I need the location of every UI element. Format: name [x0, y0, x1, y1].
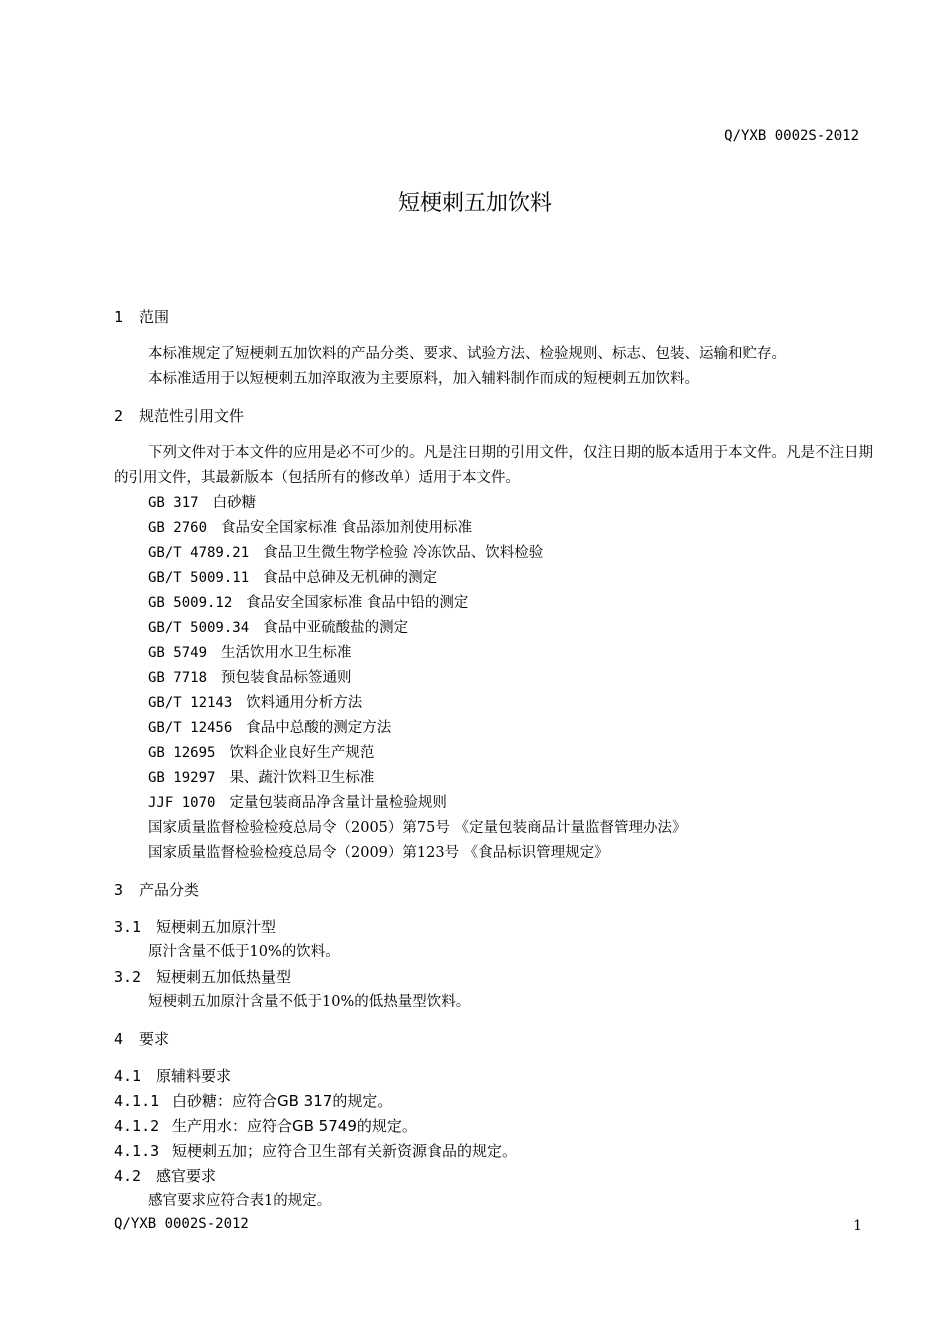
reference-code: GB/T 5009.11	[148, 570, 250, 586]
section-title: 规范性引用文件	[139, 407, 245, 425]
subsection-title: 短梗刺五加原汁型	[156, 918, 277, 936]
reference-title: 果、蔬汁饮料卫生标准	[229, 770, 375, 786]
paragraph: 本标准适用于以短梗刺五加淬取液为主要原料，加入辅料制作而成的短梗刺五加饮料。	[148, 371, 699, 387]
subsection-title: 短梗刺五加；应符合卫生部有关新资源食品的规定。	[172, 1142, 518, 1160]
reference-item	[148, 546, 543, 561]
subsection-3-2-heading	[114, 970, 291, 985]
footer-standard-code: Q/YXB 0002S-2012	[114, 1216, 249, 1232]
subsection-number: 4.1.2	[114, 1117, 160, 1135]
subsection-4-2-heading	[114, 1169, 216, 1184]
subsection-4-1-heading	[114, 1069, 231, 1084]
reference-code: GB 7718	[148, 670, 208, 686]
reference-item	[148, 621, 408, 636]
section-title: 要求	[139, 1030, 170, 1048]
section-2-heading	[114, 409, 244, 424]
reference-title: 饮料企业良好生产规范	[229, 745, 375, 761]
reference-item	[148, 771, 374, 786]
reference-item	[148, 646, 352, 661]
section-number: 1	[114, 308, 124, 326]
reference-code: GB/T 12456	[148, 720, 233, 736]
subsection-title: 白砂糖：应符合GB 317的规定。	[172, 1092, 393, 1110]
subsection-title: 感官要求	[156, 1167, 217, 1185]
paragraph: 原汁含量不低于10%的饮料。	[148, 944, 340, 960]
reference-item	[148, 721, 391, 736]
header-standard-code: Q/YXB 0002S-2012	[724, 128, 859, 144]
reference-title: 食品中亚硫酸盐的测定	[263, 620, 409, 636]
subsection-4-1-3-heading	[114, 1144, 517, 1159]
reference-item	[148, 521, 472, 536]
subsection-title: 短梗刺五加低热量型	[156, 968, 292, 986]
reference-title: 食品中总酸的测定方法	[246, 720, 392, 736]
subsection-number: 3.1	[114, 918, 142, 936]
reference-item	[148, 746, 374, 761]
reference-item	[148, 696, 362, 711]
subsection-3-1-heading	[114, 920, 276, 935]
paragraph: 感官要求应符合表1的规定。	[148, 1193, 332, 1209]
subsection-number: 4.1.1	[114, 1092, 160, 1110]
decree-reference: 国家质量监督检验检疫总局令（2005）第75号 《定量包装商品计量监督管理办法》	[148, 820, 687, 836]
reference-item	[148, 796, 447, 811]
reference-title: 食品安全国家标准 食品添加剂使用标准	[221, 520, 473, 536]
subsection-number: 4.1.3	[114, 1142, 160, 1160]
reference-code: GB 19297	[148, 770, 216, 786]
paragraph-intro: 下列文件对于本文件的应用是必不可少的。凡是注日期的引用文件，仅注日期的版本适用于本文件。凡是不注日期的引用文件，其最新版本（包括所有的修改单）适用于本文件。	[114, 445, 873, 486]
reference-title: 食品卫生微生物学检验 冷冻饮品、饮料检验	[263, 545, 544, 561]
section-3-heading	[114, 883, 199, 898]
reference-title: 预包装食品标签通则	[221, 670, 352, 686]
page-number: 1	[853, 1218, 862, 1234]
reference-item	[148, 671, 352, 686]
section-1-heading	[114, 310, 169, 325]
section-number: 4	[114, 1030, 124, 1048]
section-number: 2	[114, 407, 124, 425]
subsection-4-1-1-heading	[114, 1094, 392, 1109]
section-number: 3	[114, 881, 124, 899]
reference-item	[148, 496, 256, 511]
reference-code: GB 12695	[148, 745, 216, 761]
reference-code: GB/T 12143	[148, 695, 233, 711]
reference-title: 生活饮用水卫生标准	[221, 645, 352, 661]
section-4-heading	[114, 1032, 169, 1047]
subsection-title: 原辅料要求	[156, 1067, 232, 1085]
reference-code: GB 317	[148, 495, 199, 511]
paragraph: 短梗刺五加原汁含量不低于10%的低热量型饮料。	[148, 994, 471, 1010]
section-title: 产品分类	[139, 881, 200, 899]
reference-code: GB 5749	[148, 645, 208, 661]
section-title: 范围	[139, 308, 170, 326]
reference-code: GB 2760	[148, 520, 208, 536]
reference-title: 食品中总砷及无机砷的测定	[263, 570, 438, 586]
subsection-title: 生产用水：应符合GB 5749的规定。	[172, 1117, 417, 1135]
subsection-4-1-2-heading	[114, 1119, 417, 1134]
reference-code: GB/T 5009.34	[148, 620, 250, 636]
reference-title: 食品安全国家标准 食品中铅的测定	[246, 595, 469, 611]
decree-reference: 国家质量监督检验检疫总局令（2009）第123号 《食品标识管理规定》	[148, 845, 609, 861]
subsection-number: 4.1	[114, 1067, 142, 1085]
subsection-number: 4.2	[114, 1167, 142, 1185]
paragraph: 本标准规定了短梗刺五加饮料的产品分类、要求、试验方法、检验规则、标志、包装、运输和贮存。	[148, 346, 786, 362]
reference-title: 定量包装商品净含量计量检验规则	[229, 795, 447, 811]
document-title: 短梗刺五加饮料	[397, 191, 552, 216]
reference-code: GB/T 4789.21	[148, 545, 250, 561]
reference-item	[148, 596, 468, 611]
reference-item	[148, 571, 437, 586]
reference-code: GB 5009.12	[148, 595, 233, 611]
reference-code: JJF 1070	[148, 795, 216, 811]
subsection-number: 3.2	[114, 968, 142, 986]
reference-title: 饮料通用分析方法	[246, 695, 363, 711]
reference-title: 白砂糖	[212, 495, 257, 511]
